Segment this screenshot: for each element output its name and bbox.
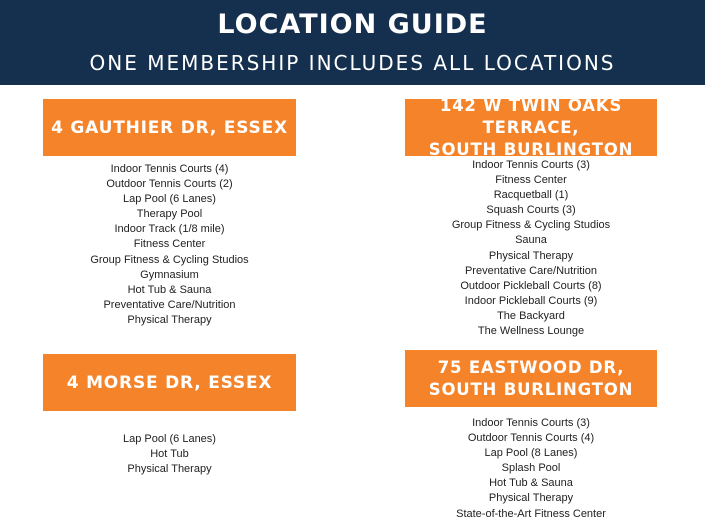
amenity-item: Lap Pool (8 Lanes) <box>484 447 578 460</box>
amenity-item: Outdoor Pickleball Courts (8) <box>460 279 602 292</box>
page-header <box>0 0 705 85</box>
amenity-list-eastwood <box>405 416 657 522</box>
amenity-item: Splash Pool <box>501 462 561 475</box>
location-banner-eastwood <box>405 350 657 407</box>
location-banner-morse <box>43 354 296 411</box>
amenity-item: Hot Tub & Sauna <box>127 283 212 296</box>
amenity-item: Racquetball (1) <box>493 189 569 202</box>
location-name-line: SOUTH BURLINGTON <box>428 139 634 159</box>
location-name-line: SOUTH BURLINGTON <box>428 379 634 399</box>
amenity-item: Squash Courts (3) <box>486 204 576 217</box>
amenity-item: Physical Therapy <box>488 492 574 505</box>
amenity-item: Indoor Pickleball Courts (9) <box>464 294 598 307</box>
amenity-list-morse <box>43 432 296 477</box>
location-name-line: 142 W TWIN OAKS TERRACE, <box>439 95 623 137</box>
amenity-item: Therapy Pool <box>136 208 203 221</box>
amenity-item: Group Fitness & Cycling Studios <box>451 219 611 232</box>
amenity-item: Preventative Care/Nutrition <box>464 264 598 277</box>
amenity-item: Gymnasium <box>140 268 199 281</box>
location-banner-twin-oaks <box>405 95 657 159</box>
amenity-item: The Backyard <box>497 309 565 322</box>
amenity-item: Outdoor Tennis Courts (4) <box>467 432 595 445</box>
amenity-item: Group Fitness & Cycling Studios <box>90 253 249 266</box>
amenity-item: Hot Tub <box>150 448 189 461</box>
location-name-line: 75 EASTWOOD DR, <box>437 357 625 377</box>
amenity-item: State-of-the-Art Fitness Center <box>456 507 606 520</box>
amenity-item: Indoor Tennis Courts (3) <box>472 159 590 171</box>
amenity-item: Lap Pool (6 Lanes) <box>123 433 216 445</box>
amenity-item: Fitness Center <box>133 238 206 251</box>
amenity-list-twin-oaks <box>405 158 657 339</box>
amenity-item: Indoor Tennis Courts (3) <box>472 417 590 429</box>
amenity-item: Physical Therapy <box>127 463 212 476</box>
location-name-line: 4 MORSE DR, ESSEX <box>66 372 273 393</box>
amenity-item: Outdoor Tennis Courts (2) <box>106 178 233 191</box>
amenity-item: Physical Therapy <box>127 313 212 326</box>
amenity-item: Preventative Care/Nutrition <box>103 298 236 311</box>
amenity-item: Fitness Center <box>495 174 567 187</box>
amenity-item: Physical Therapy <box>488 249 574 262</box>
amenity-item: Indoor Tennis Courts (4) <box>110 163 229 175</box>
amenity-list-gauthier <box>43 162 296 328</box>
amenity-item: The Wellness Lounge <box>477 325 585 338</box>
page-subtitle: ONE MEMBERSHIP INCLUDES ALL LOCATIONS <box>89 51 616 75</box>
page-title: LOCATION GUIDE <box>217 9 488 40</box>
location-name-line: 4 GAUTHIER DR, ESSEX <box>51 117 288 138</box>
amenity-item: Sauna <box>515 234 547 247</box>
location-banner-gauthier <box>43 99 296 156</box>
amenity-item: Hot Tub & Sauna <box>489 477 573 490</box>
amenity-item: Lap Pool (6 Lanes) <box>123 193 216 206</box>
amenity-item: Indoor Track (1/8 mile) <box>114 223 225 236</box>
